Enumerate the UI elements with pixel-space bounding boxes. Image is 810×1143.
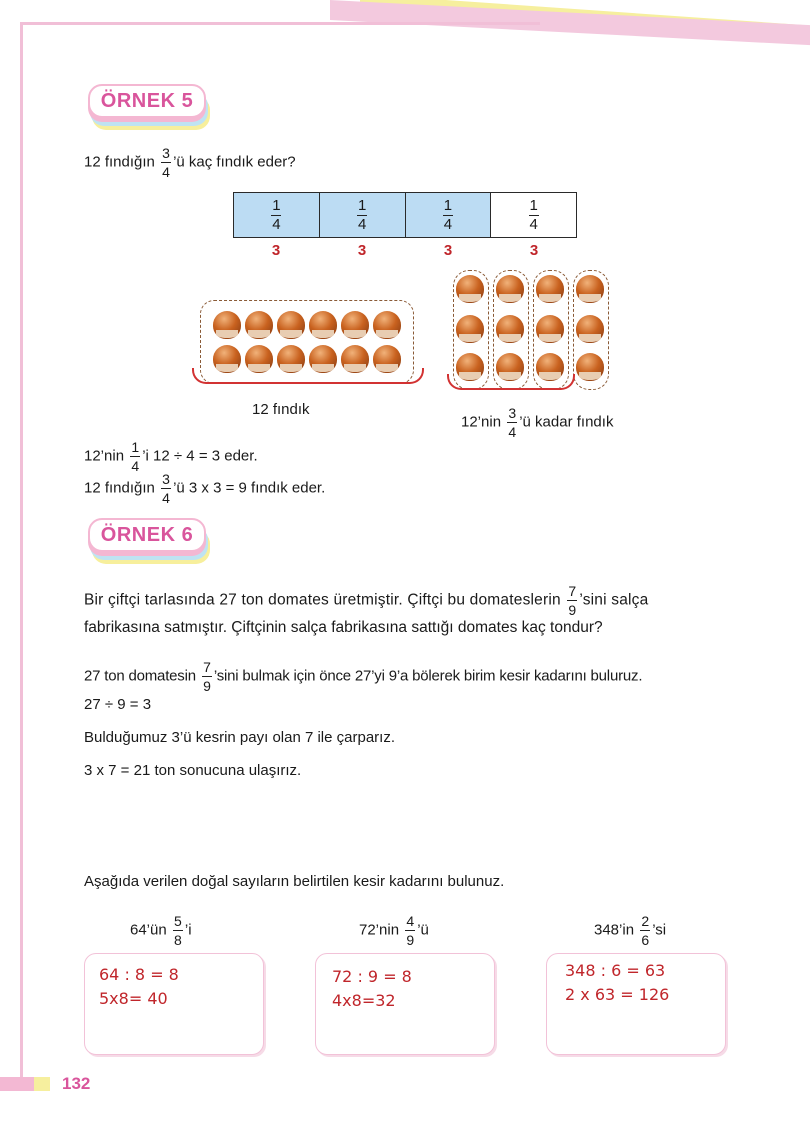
hazelnut-icon [576, 275, 604, 303]
example5-line2: 12 fındığın $\frac{3}{4}$ ’ü 3 x 3 = 9 fındık eder. [84, 471, 326, 506]
bar-value-label: 3 [443, 242, 453, 259]
page-frame-top [20, 22, 540, 25]
answer-line: 64 : 8 = 8 [99, 965, 179, 984]
answer-line: 348 : 6 = 63 [565, 961, 666, 980]
example6-solution1: 27 ton domatesin $\frac{7}{9}$ ’sini bulmak için önce 27’yi 9’a bölerek birim kesir kadarını buluruz. [84, 659, 643, 694]
example6-solution4: 3 x 7 = 21 ton sonucuna ulaşırız. [84, 762, 302, 779]
fraction-bar-cell: $\frac{1}{4}$ [529, 196, 538, 233]
example6-solution3: Bulduğumuz 3’ü kesrin payı olan 7 ile çarparız. [84, 729, 396, 746]
hazelnut-icon [277, 311, 305, 339]
fraction-bar-cell: $\frac{1}{4}$ [234, 193, 320, 237]
example5-badge [88, 84, 208, 130]
task-label: 64’ün $\frac{5}{8}$ ’i [130, 913, 192, 948]
hazelnut-icon [496, 275, 524, 303]
caption-three-quarters: 12’nin $\frac{3}{4}$ ’ü kadar fındık [461, 405, 614, 440]
page-tab-yellow [34, 1077, 50, 1091]
fraction-bar-cell: $\frac{1}{4}$ [320, 193, 406, 237]
example6-paragraph-line1: Bir çiftçi tarlasında 27 ton domates üretmiştir. Çiftçi bu domateslerin $\frac{7}{9}$ ’sini salça [84, 583, 649, 618]
nut-column [533, 270, 569, 390]
answer-box[interactable] [84, 953, 264, 1055]
page-number: 132 [62, 1074, 91, 1093]
task-label: 72’nin $\frac{4}{9}$ ’ü [359, 913, 429, 948]
answer-line: 5x8= 40 [99, 989, 168, 1008]
bar-value-label: 3 [357, 242, 367, 259]
hazelnut-icon [245, 311, 273, 339]
nut-column [573, 270, 609, 390]
brace-right [447, 374, 575, 390]
hazelnut-icon [536, 275, 564, 303]
example6-badge-label: ÖRNEK 6 [88, 518, 206, 552]
nut-column [453, 270, 489, 390]
hazelnut-icon [309, 311, 337, 339]
bar-value-label: 3 [271, 242, 281, 259]
answer-line: 72 : 9 = 8 [332, 967, 412, 986]
caption-twelve-nuts: 12 fındık [252, 401, 310, 418]
hazelnut-icon [496, 315, 524, 343]
question-text-pre: 12 fındığın [84, 153, 155, 171]
example5-question [84, 146, 296, 179]
answer-line: 4x8=32 [332, 991, 396, 1010]
hazelnut-icon [576, 315, 604, 343]
question-text-post: ’ü kaç fındık eder? [173, 153, 296, 171]
question-fraction: $\frac{3}{4}$ [162, 145, 170, 180]
hazelnut-icon [536, 315, 564, 343]
fraction-bar-cell: $\frac{1}{4}$ [406, 193, 492, 237]
example6-badge [88, 518, 208, 564]
example5-badge-label: ÖRNEK 5 [88, 84, 206, 118]
task-label: 348’in $\frac{2}{6}$ ’si [594, 913, 667, 948]
hazelnut-icon [213, 311, 241, 339]
bar-value-label: 3 [529, 242, 539, 259]
hazelnut-icon [456, 315, 484, 343]
nut-column [493, 270, 529, 390]
hazelnut-icon [373, 311, 401, 339]
hazelnut-icon [576, 353, 604, 381]
fraction-bar [233, 192, 577, 238]
example6-solution2: 27 ÷ 9 = 3 [84, 696, 152, 713]
answer-box[interactable] [546, 953, 726, 1055]
page-frame-left [20, 22, 23, 1082]
example5-line1: 12’nin $\frac{1}{4}$ ’i 12 ÷ 4 = 3 eder. [84, 439, 258, 474]
hazelnut-icon [456, 275, 484, 303]
exercise-instruction: Aşağıda verilen doğal sayıların belirtilen kesir kadarını bulunuz. [84, 873, 505, 890]
example6-paragraph-line2: fabrikasına satmıştır. Çiftçinin salça fabrikasına sattığı domates kaç tondur? [84, 619, 603, 636]
hazelnut-icon [341, 311, 369, 339]
page-tab-pink [0, 1077, 34, 1091]
answer-line: 2 x 63 = 126 [565, 985, 670, 1004]
brace-left [192, 368, 424, 384]
answer-box[interactable] [315, 953, 495, 1055]
